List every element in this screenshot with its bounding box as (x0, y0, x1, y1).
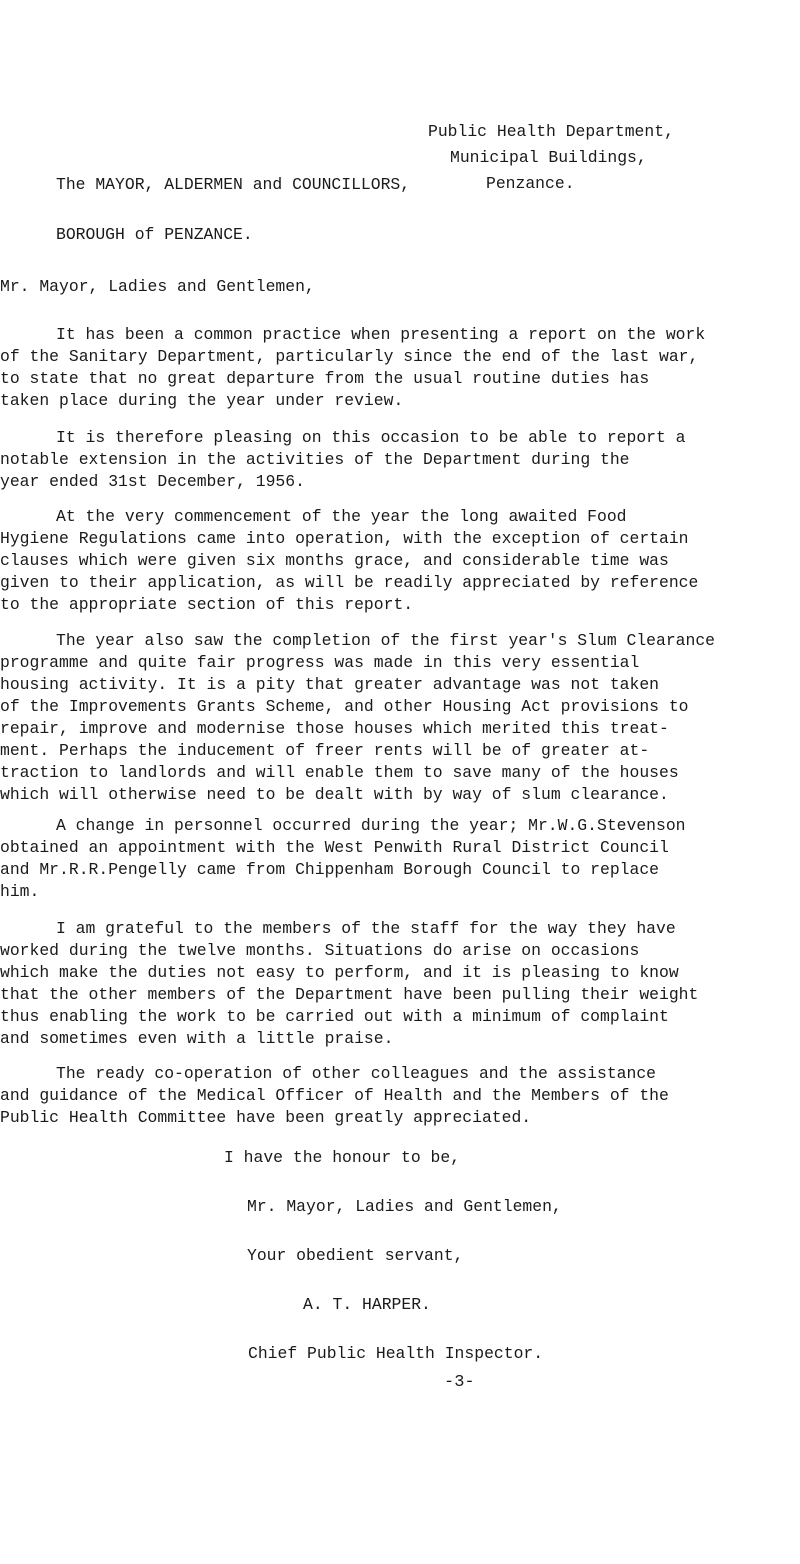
paragraph-line: which make the duties not easy to perform, and it is pleasing to know (0, 963, 679, 982)
paragraph-line: thus enabling the work to be carried out with a minimum of complaint (0, 1007, 669, 1026)
paragraph-line: The ready co-operation of other colleagues and the assistance (56, 1064, 656, 1083)
paragraph-line: traction to landlords and will enable them to save many of the houses (0, 763, 679, 782)
paragraph-line: to state that no great departure from the usual routine duties has (0, 369, 650, 388)
paragraph-line: obtained an appointment with the West Penwith Rural District Council (0, 838, 669, 857)
address-line-buildings: Municipal Buildings, (450, 148, 647, 167)
paragraph-4 (0, 630, 800, 806)
paragraph-line: which will otherwise need to be dealt with by way of slum clearance. (0, 785, 669, 804)
paragraph-line: Public Health Committee have been greatly appreciated. (0, 1108, 532, 1127)
paragraph-line: programme and quite fair progress was made in this very essential (0, 653, 640, 672)
closing-line-honour: I have the honour to be, (224, 1148, 461, 1167)
paragraph-line: notable extension in the activities of the Department during the (0, 450, 630, 469)
paragraph-line: I am grateful to the members of the staff for the way they have (56, 919, 676, 938)
paragraph-line: that the other members of the Department have been pulling their weight (0, 985, 699, 1004)
signature-name: A. T. HARPER. (303, 1295, 431, 1314)
address-line-town: Penzance. (486, 174, 575, 193)
closing-line-salutation: Mr. Mayor, Ladies and Gentlemen, (247, 1197, 562, 1216)
closing-line-servant: Your obedient servant, (247, 1246, 464, 1265)
paragraph-5 (0, 815, 800, 903)
paragraph-line: year ended 31st December, 1956. (0, 472, 305, 491)
paragraph-line: and Mr.R.R.Pengelly came from Chippenham Borough Council to replace (0, 860, 660, 879)
paragraph-1 (0, 324, 800, 412)
paragraph-line: A change in personnel occurred during the year; Mr.W.G.Stevenson (56, 816, 686, 835)
paragraph-line: ment. Perhaps the inducement of freer rents will be of greater at- (0, 741, 650, 760)
paragraph-3 (0, 506, 800, 616)
addressee-line-2: BOROUGH of PENZANCE. (56, 225, 253, 244)
paragraph-line: It has been a common practice when presenting a report on the work (56, 325, 706, 344)
paragraph-line: and sometimes even with a little praise. (0, 1029, 394, 1048)
paragraph-line: Hygiene Regulations came into operation, with the exception of certain (0, 529, 689, 548)
page-number: -3- (444, 1373, 475, 1392)
paragraph-line: of the Improvements Grants Scheme, and other Housing Act provisions to (0, 697, 689, 716)
paragraph-line: clauses which were given six months grace, and considerable time was (0, 551, 669, 570)
paragraph-line: taken place during the year under review. (0, 391, 404, 410)
paragraph-line: It is therefore pleasing on this occasion to be able to report a (56, 428, 686, 447)
paragraph-line: given to their application, as will be readily appreciated by reference (0, 573, 699, 592)
paragraph-line: and guidance of the Medical Officer of Health and the Members of the (0, 1086, 669, 1105)
paragraph-6 (0, 918, 800, 1050)
paragraph-line: repair, improve and modernise those houses which merited this treat- (0, 719, 669, 738)
paragraph-line: worked during the twelve months. Situations do arise on occasions (0, 941, 640, 960)
paragraph-line: The year also saw the completion of the first year's Slum Clearance (56, 631, 716, 650)
paragraph-line: him. (0, 882, 40, 901)
paragraph-line: At the very commencement of the year the long awaited Food (56, 507, 627, 526)
address-line-department: Public Health Department, (428, 122, 674, 141)
salutation: Mr. Mayor, Ladies and Gentlemen, (0, 277, 315, 296)
addressee-line-1: The MAYOR, ALDERMEN and COUNCILLORS, (56, 175, 411, 194)
paragraph-line: to the appropriate section of this report. (0, 595, 414, 614)
paragraph-line: of the Sanitary Department, particularly since the end of the last war, (0, 347, 699, 366)
paragraph-line: housing activity. It is a pity that greater advantage was not taken (0, 675, 660, 694)
paragraph-7 (0, 1063, 800, 1129)
signature-title: Chief Public Health Inspector. (248, 1344, 544, 1363)
paragraph-2 (0, 427, 800, 493)
